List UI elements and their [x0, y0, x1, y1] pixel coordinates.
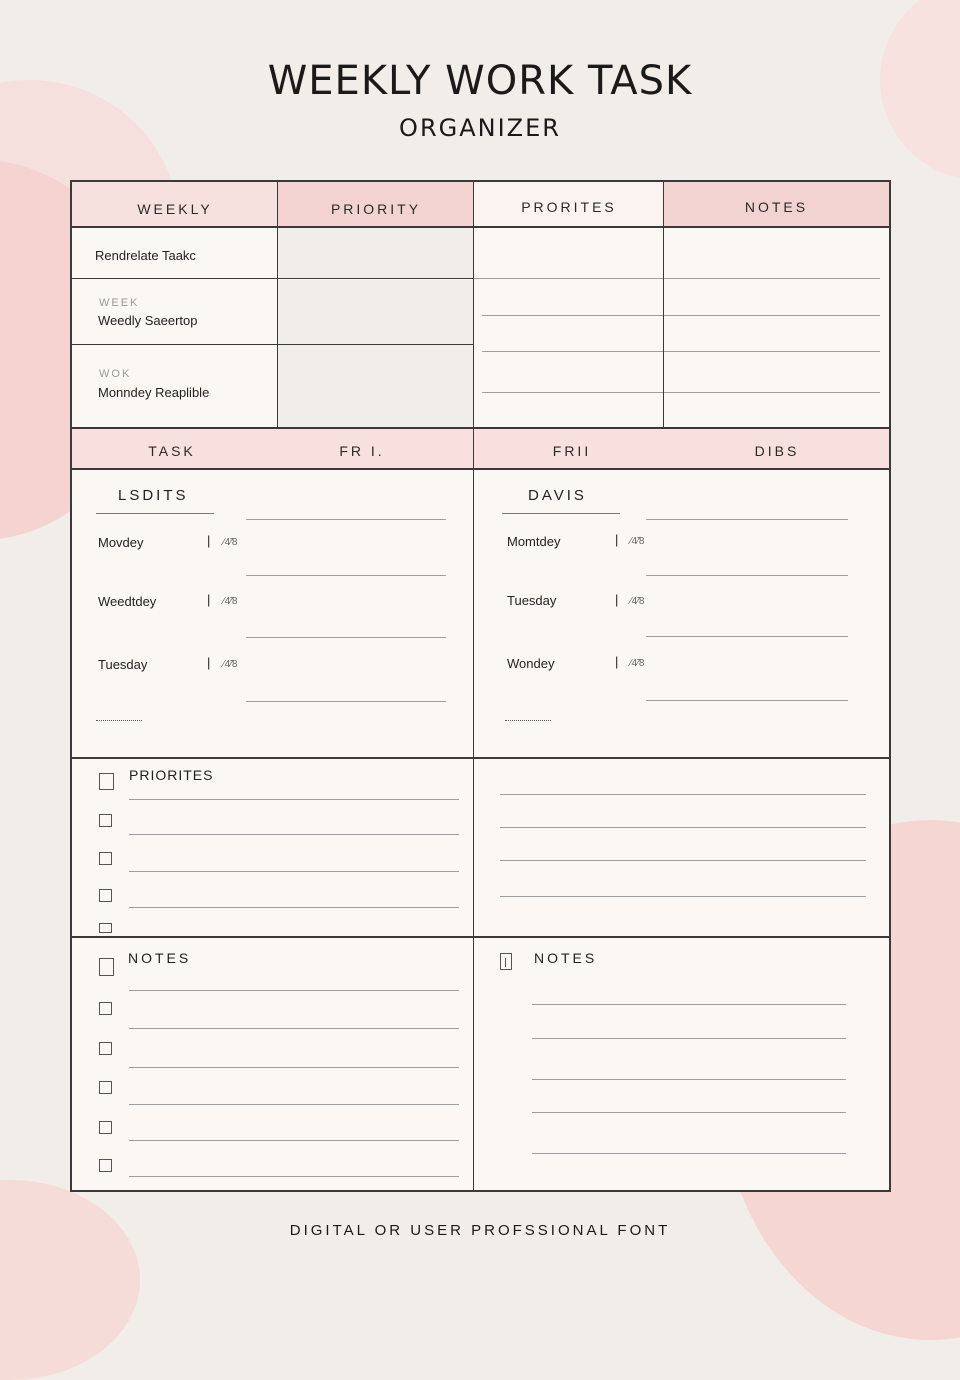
time-value: ⁄4̃⁄8 [630, 658, 645, 669]
section-divider [72, 757, 889, 759]
column-divider [277, 182, 278, 427]
column-header-priority: PRIORITY [330, 201, 422, 217]
notebook-icon [500, 953, 512, 970]
band-cell-task: TASK [148, 443, 196, 459]
writing-line [532, 1079, 846, 1080]
column-header-weekly: WEEKLY [137, 201, 213, 217]
schedule-day: Wondey [507, 656, 555, 671]
writing-line [129, 1140, 459, 1141]
checkbox[interactable] [99, 852, 112, 865]
writing-line [482, 315, 880, 316]
checkbox[interactable] [99, 1121, 112, 1134]
priority-cell-3 [278, 345, 474, 427]
writing-line [129, 871, 459, 872]
header-divider [72, 226, 889, 228]
dotted-mark [505, 720, 551, 721]
band-cell-fri: FR I. [339, 443, 385, 459]
checkbox[interactable] [99, 923, 112, 933]
column-header-notes: NOTES [744, 199, 809, 215]
priority-cell-1 [278, 228, 474, 279]
task-row-label: Rendrelate Taakc [95, 248, 196, 263]
writing-line [482, 392, 880, 393]
time-separator: | [615, 592, 619, 607]
organizer-sheet [70, 180, 891, 1192]
band-cell-dibs: DIBS [754, 443, 800, 459]
time-separator: | [207, 592, 211, 607]
section-divider [72, 936, 889, 938]
time-separator: | [207, 655, 211, 670]
checkbox[interactable] [99, 1081, 112, 1094]
band-bottom-divider [72, 468, 889, 470]
writing-line [246, 575, 446, 576]
writing-line [129, 834, 459, 835]
writing-line [532, 1038, 846, 1039]
row-divider [72, 344, 474, 345]
row-divider [72, 278, 474, 279]
title-underline [96, 513, 214, 514]
schedule-day: Movdey [98, 535, 144, 550]
writing-line [129, 1176, 459, 1177]
writing-line [129, 907, 459, 908]
column-divider [473, 182, 474, 1190]
writing-line [129, 799, 459, 800]
dotted-mark [96, 720, 142, 721]
task-row-label: Monndey Reaplible [98, 385, 210, 400]
time-value: ⁄4̃⁄8 [223, 659, 238, 670]
writing-line [129, 1067, 459, 1068]
checkbox[interactable] [99, 889, 112, 902]
schedule-right-title: DAVIS [528, 487, 587, 504]
checkbox[interactable] [99, 1042, 112, 1055]
column-divider [473, 429, 474, 468]
time-value: ⁄4̃⁄8 [630, 536, 645, 547]
schedule-day: Weedtdey [98, 594, 157, 609]
checkbox[interactable] [99, 1002, 112, 1015]
checkbox[interactable] [99, 814, 112, 827]
writing-line [246, 701, 446, 702]
column-divider [663, 182, 664, 427]
notes-left-title: NOTES [128, 950, 192, 966]
checkbox[interactable] [99, 958, 114, 976]
time-separator: | [207, 533, 211, 548]
task-row-sublabel: WEEK [99, 297, 140, 309]
writing-line [129, 1028, 459, 1029]
writing-line [246, 519, 446, 520]
writing-line [532, 1004, 846, 1005]
writing-line [532, 1112, 846, 1113]
time-separator: | [615, 532, 619, 547]
schedule-left-title: LSDITS [118, 487, 189, 504]
checkbox[interactable] [99, 1159, 112, 1172]
schedule-day: Tuesday [507, 593, 557, 608]
writing-line [474, 278, 880, 279]
band-cell-frii: FRII [552, 443, 592, 459]
footer-text: DIGITAL OR USER PROFSSIONAL FONT [289, 1222, 671, 1239]
writing-line [500, 794, 866, 795]
page-subtitle: ORGANIZER [399, 114, 561, 142]
title-underline [502, 513, 620, 514]
writing-line [129, 1104, 459, 1105]
writing-line [246, 637, 446, 638]
writing-line [500, 860, 866, 861]
writing-line [646, 636, 848, 637]
schedule-day: Momtdey [507, 534, 561, 549]
page-title: WEEKLY WORK TASK [267, 58, 693, 104]
time-value: ⁄4̃⁄8 [630, 596, 645, 607]
column-header-prorites: PRORITES [521, 199, 617, 215]
background-blob-bottom-left [0, 1180, 140, 1380]
priority-cell-2 [278, 280, 474, 344]
writing-line [129, 990, 459, 991]
writing-line [646, 519, 848, 520]
task-row-sublabel: WOK [99, 368, 132, 380]
writing-line [646, 700, 848, 701]
writing-line [500, 827, 866, 828]
writing-line [532, 1153, 846, 1154]
writing-line [646, 575, 848, 576]
checkbox[interactable] [99, 773, 114, 790]
notes-right-title: NOTES [534, 950, 598, 966]
writing-line [482, 351, 880, 352]
writing-line [500, 896, 866, 897]
time-value: ⁄4̃⁄8 [223, 537, 238, 548]
schedule-day: Tuesday [98, 657, 148, 672]
priorities-title: PRIORITES [129, 767, 214, 783]
time-separator: | [615, 654, 619, 669]
time-value: ⁄4̃⁄8 [223, 596, 238, 607]
task-row-label: Weedly Saeertop [98, 313, 198, 328]
